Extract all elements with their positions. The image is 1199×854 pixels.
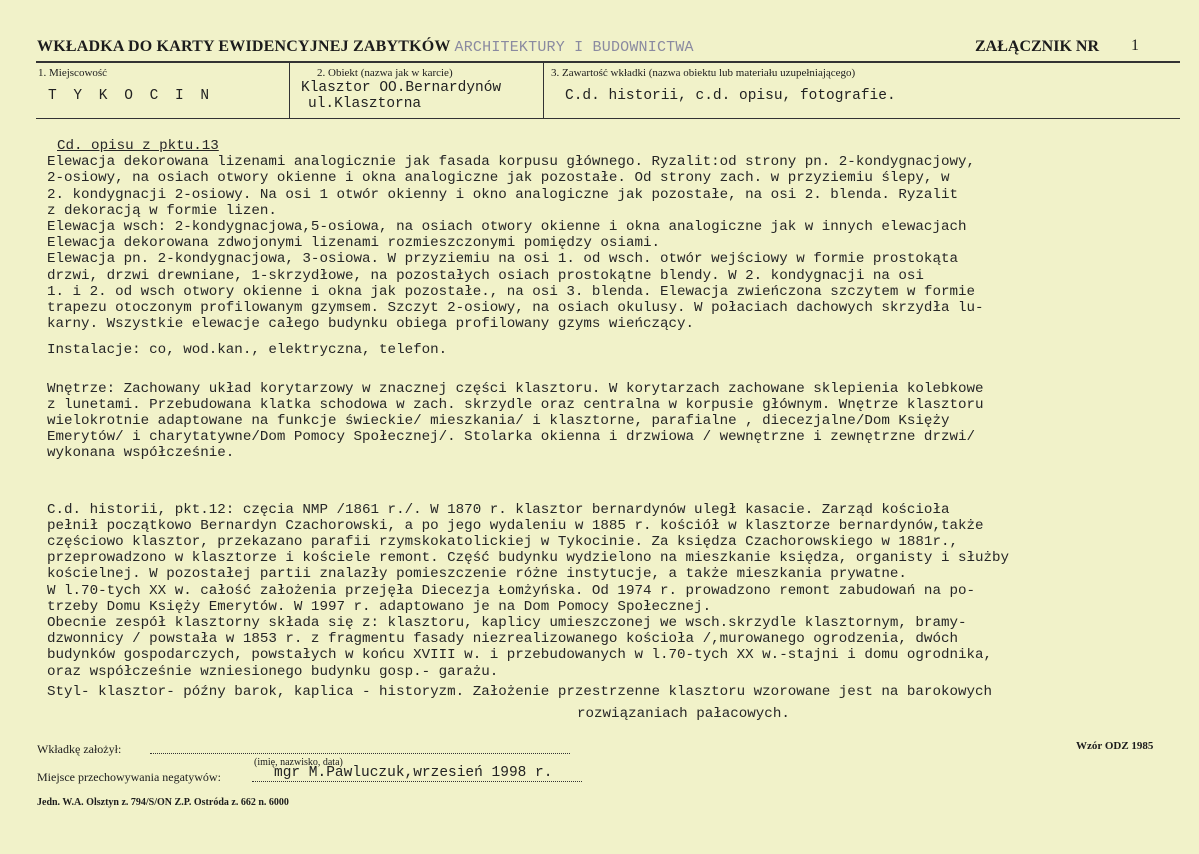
body-line: W l.70-tych XX w. całość założenia przejęła Diecezja Łomżyńska. Od 1974 r. prowadzono remont zabudowań na po- — [47, 582, 976, 599]
body-line: wielokrotnie adaptowane na funkcje świeckie/ mieszkania/ i klasztorne, parafialne , diecezjalne/Dom Księży — [47, 413, 950, 430]
body-line: Elewacja dekorowana zdwojonymi lizenami rozmieszczonymi pomiędzy osiami. — [47, 235, 660, 252]
body-line: Elewacja dekorowana lizenami analogicznie jak fasada korpusu głównego. Ryzalit:od strony pn. 2-kondygnacjowy, — [47, 154, 976, 171]
body-line: dzwonnicy / powstała w 1853 r. z fragmentu fasady niezrealizowanego kościoła /,murowanego ogrodzenia, dwóch — [47, 631, 958, 648]
author-signature: mgr M.Pawluczuk,wrzesień 1998 r. — [274, 765, 553, 781]
body-line: 2. kondygnacji 2-osiowy. Na osi 1 otwór okienny i okno analogiczne jak pozostałe, na osi 2. blenda. Ryzalit — [47, 186, 958, 203]
title-faint: ARCHITEKTURY I BUDOWNICTWA — [454, 39, 694, 56]
field2-value-2: ul.Klasztorna — [308, 96, 422, 112]
zalacznik-label: ZAŁĄCZNIK NR — [975, 38, 1100, 55]
field3-label: 3. Zawartość wkładki (nazwa obiektu lub materiału uzupełniającego) — [551, 67, 856, 79]
body-line: pełnił początkowo Bernardyn Czachorowski, a po jego wydaleniu w 1885 r. kościół w klasztorze bernardynów,także — [47, 517, 984, 534]
card-title — [37, 38, 694, 56]
zalozyl-label: Wkładkę założył: — [37, 742, 122, 756]
body-line: przeprowadzono w klasztorze i kościele remont. Część budynku wydzielono na mieszkanie księdza, organisty i służby — [47, 550, 1010, 567]
field2-label: 2. Obiekt (nazwa jak w karcie) — [317, 67, 453, 79]
miejsce-label: Miejsce przechowywania negatywów: — [37, 770, 221, 784]
field-divider-1 — [289, 62, 290, 119]
body-line: Elewacja pn. 2-kondygnacjowa, 3-osiowa. W przyziemiu na osi 1. od wsch. otwór wejściowy w formie prostokąta — [47, 251, 958, 268]
typed-content — [47, 138, 1197, 722]
print-info: Jedn. W.A. Olsztyn z. 794/S/ON Z.P. Ostróda z. 662 n. 6000 — [37, 797, 289, 808]
body-line: Styl- klasztor- późny barok, kaplica - historyzm. Założenie przestrzenne klasztoru wzorowane jest na barokowych — [47, 683, 993, 700]
wzor-label: Wzór ODZ 1985 — [1076, 740, 1154, 752]
body-line: kościelnej. W pozostałej partii znalazły pomieszczenie różne instytucje, a także mieszkania prywatne. — [47, 566, 907, 583]
body-line: Instalacje: co, wod.kan., elektryczna, telefon. — [47, 342, 448, 359]
field2-value-1: Klasztor OO.Bernardynów — [301, 80, 502, 96]
body-line: Wnętrze: Zachowany układ korytarzowy w znacznej części klasztoru. W korytarzach zachowane sklepienia kolebkowe — [47, 380, 984, 397]
fields-bottom-rule — [36, 118, 1180, 119]
field3-value: C.d. historii, c.d. opisu, fotografie. — [565, 88, 896, 104]
body-line: Obecnie zespół klasztorny składa się z: klasztoru, kaplicy umieszczonej we wsch.skrzydle klasztornym, bramy- — [47, 615, 967, 632]
body-line: karny. Wszystkie elewacje całego budynku obiega profilowany gzyms wieńczący. — [47, 316, 695, 333]
body-line: trapezu otoczonym profilowanym gzymsem. Szczyt 2-osiowy, na osiach okulusy. W połaciach dachowych skrzydła lu- — [47, 300, 984, 317]
header-rule — [36, 61, 1180, 63]
body-line: trzeby Domu Księży Emerytów. W 1997 r. adaptowano je na Dom Pomocy Społecznej. — [47, 598, 712, 615]
field1-value: T Y K O C I N — [48, 88, 214, 104]
zalozyl-line — [150, 753, 570, 754]
title-main: WKŁADKA DO KARTY EWIDENCYJNEJ ZABYTKÓW — [37, 38, 451, 55]
body-line: Emerytów/ i charytatywne/Dom Pomocy Społecznej/. Stolarka okienna i drzwiowa / wewnętrzne i zewnętrzne drzwi/ — [47, 429, 976, 446]
field1-label: 1. Miejscowość — [38, 67, 108, 79]
zalacznik-number: 1 — [1131, 37, 1139, 54]
body-line: wykonana współcześnie. — [47, 445, 235, 462]
body-line: C.d. historii, pkt.12: częcia NMP /1861 r./. W 1870 r. klasztor bernardynów uległ kasacie. Zarząd kościoła — [47, 501, 950, 518]
body-line: Elewacja wsch: 2-kondygnacjowa,5-osiowa, na osiach otwory okienne i okna analogiczne jak w innych elewacjach — [47, 219, 967, 236]
miejsce-line — [252, 781, 582, 782]
section-heading: Cd. opisu z pktu.13 — [57, 138, 219, 154]
body-line: oraz współcześnie wzniesionego budynku gosp.- garażu. — [47, 663, 499, 680]
body-line: budynków gospodarczych, powstałych w końcu XVIII w. i przebudowanych w l.70-tych XX w.-stajni i domu ogrodnika, — [47, 647, 993, 664]
body-line: 2-osiowy, na osiach otwory okienne i okna analogiczne jak pozostałe. Od strony zach. w przyziemiu ślepy, w — [47, 170, 950, 187]
imie-label: (imię, nazwisko, data) — [254, 757, 343, 768]
body-line: z dekoracją w formie lizen. — [47, 202, 277, 219]
body-line: drzwi, drzwi drewniane, 1-skrzydłowe, na pozostałych osiach prostokątne blendy. W 2. kondygnacji na osi — [47, 267, 924, 284]
body-line: 1. i 2. od wsch otwory okienne i okna jak pozostałe., na osi 3. blenda. Elewacja zwieńczona szczytem w formie — [47, 283, 976, 300]
body-line: częściowo klasztor, przekazano parafii rzymskokatolickiej w Tykocinie. Za księdza Czachorowskiego w 1881r., — [47, 534, 958, 551]
body-line: rozwiązaniach pałacowych. — [577, 706, 790, 723]
field-divider-2 — [543, 62, 544, 119]
body-line: z lunetami. Przebudowana klatka schodowa w zach. skrzydle oraz centralna w korpusie głównym. Wnętrze klasztoru — [47, 396, 984, 413]
